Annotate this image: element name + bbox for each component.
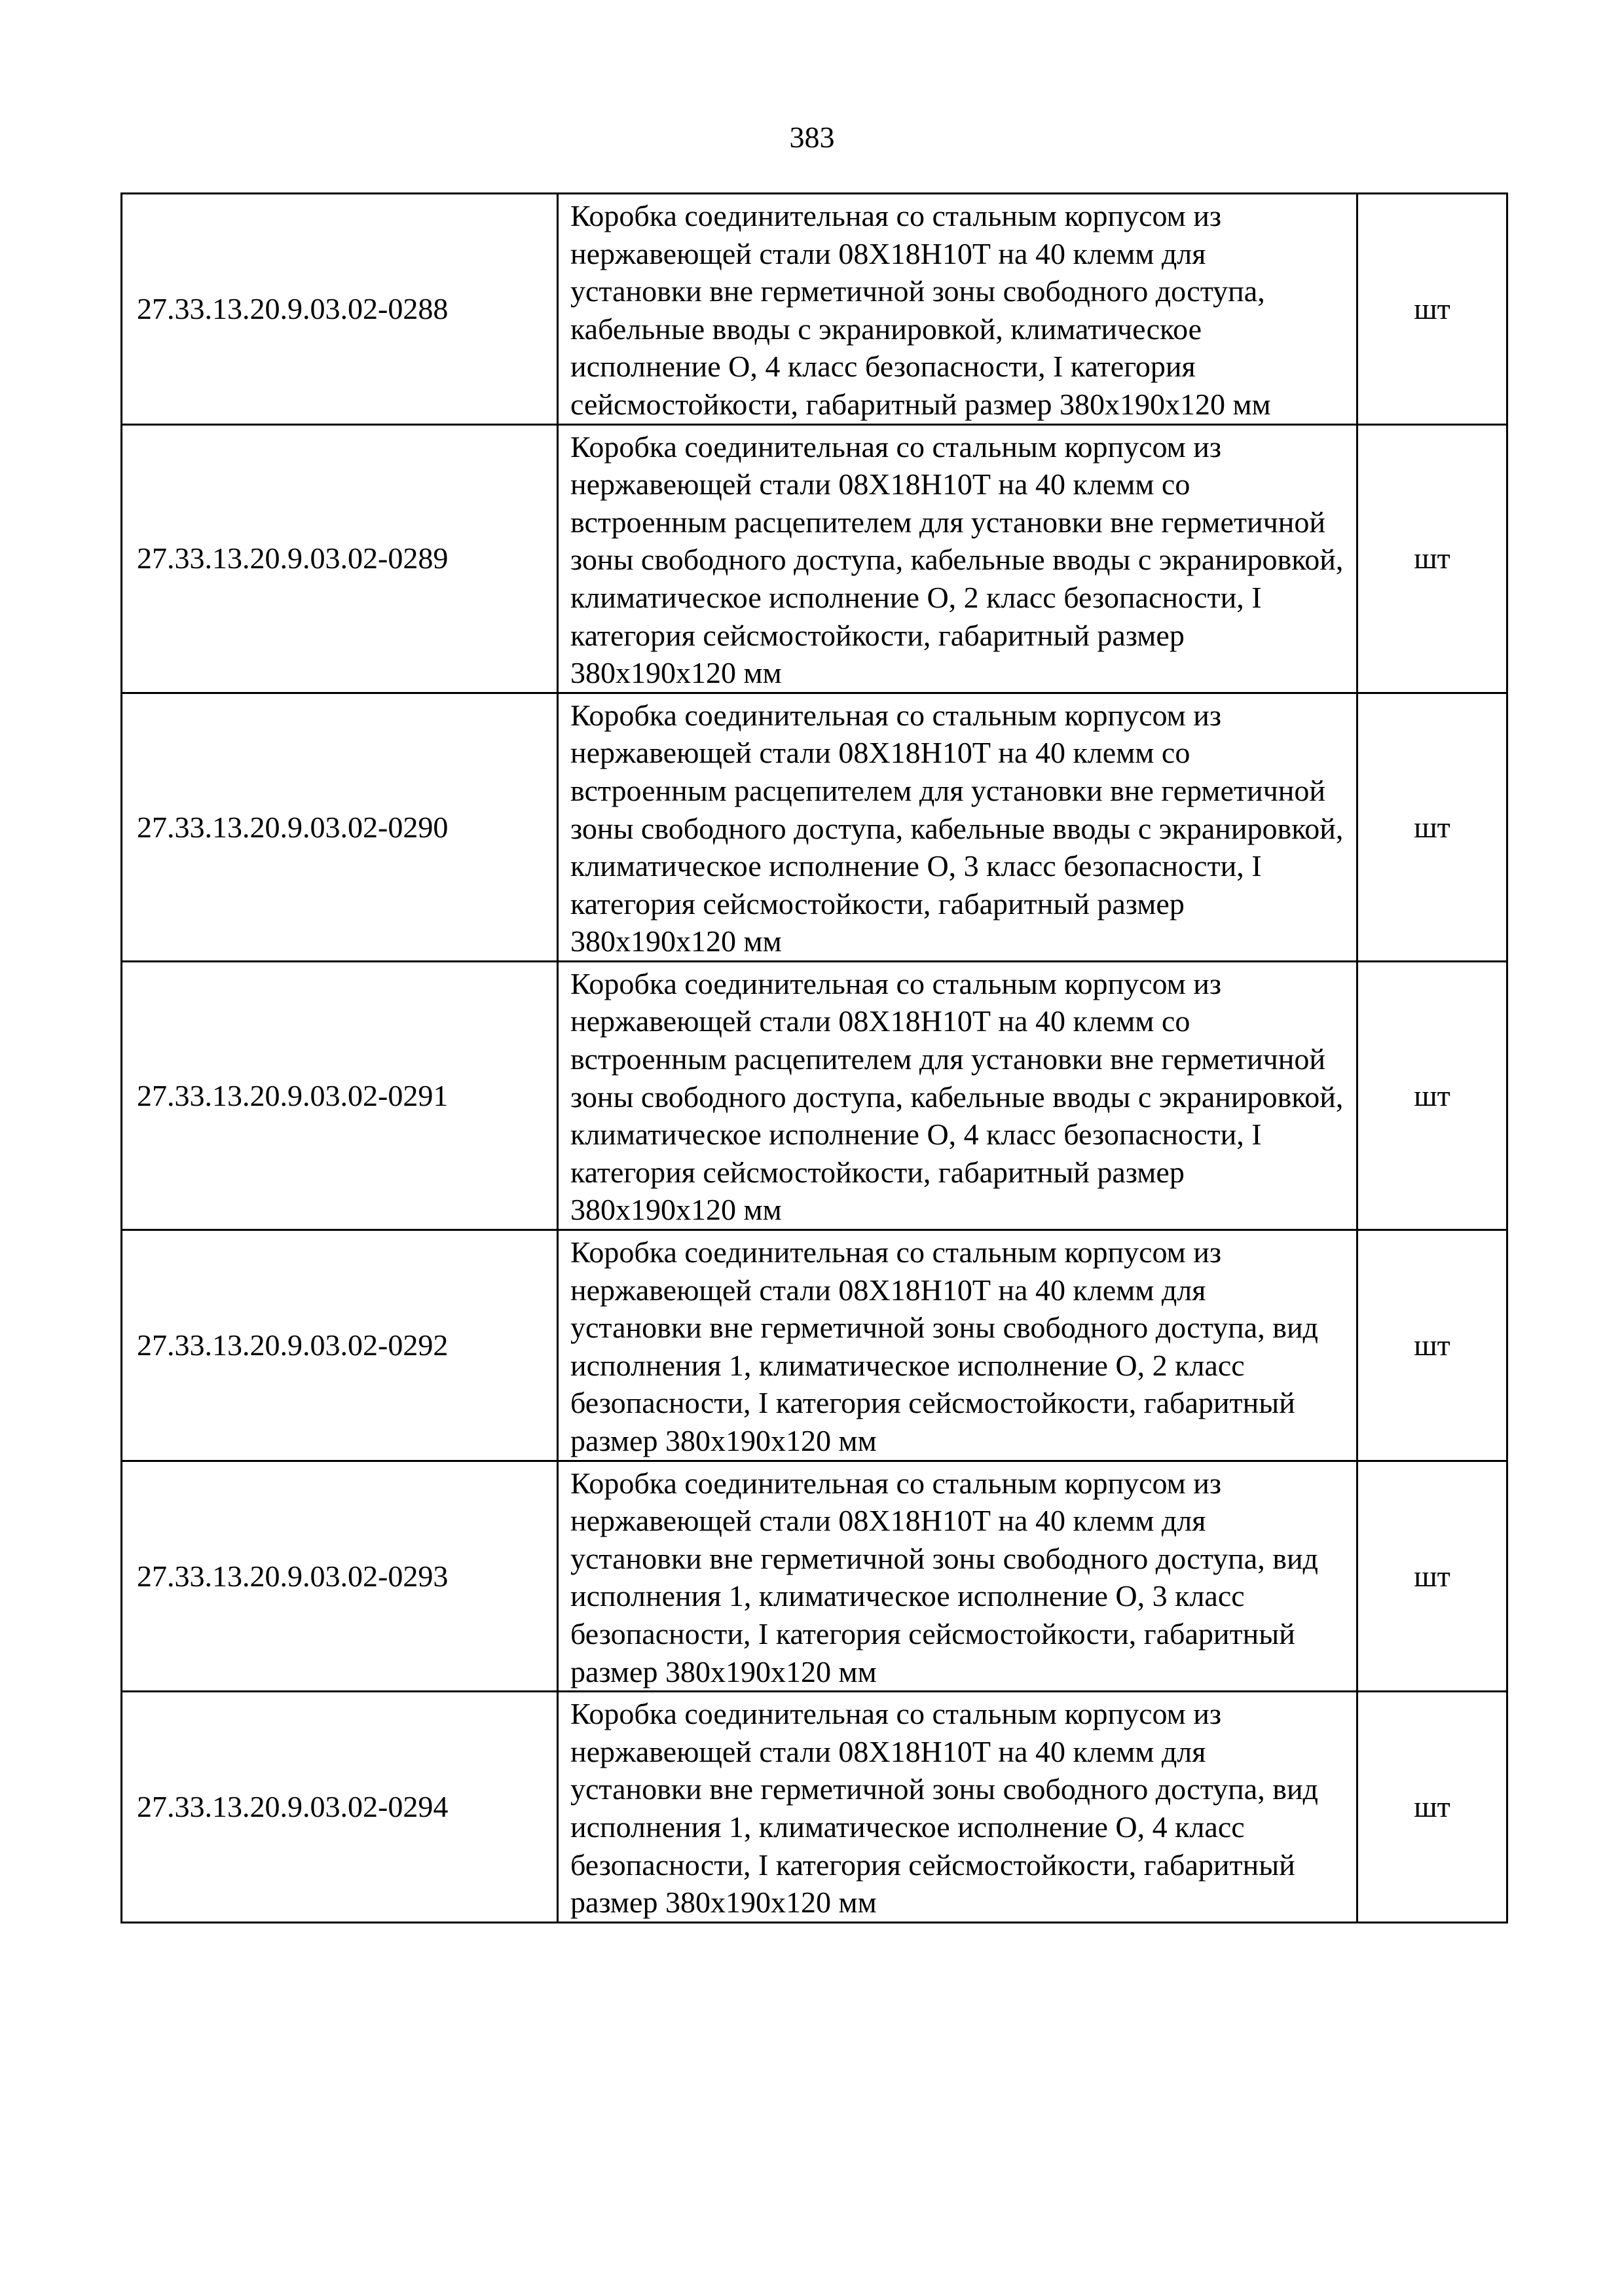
item-unit: шт [1357,693,1507,961]
item-unit: шт [1357,424,1507,693]
item-description: Коробка соединительная со стальным корпусом из нержавеющей стали 08Х18Н10Т на 40 клемм со встроенным расцепителем для установки вне герметичной зоны свободного доступа, кабельные вводы с экранировкой, климатическое исполнение О, 4 класс безопасности, I категория сейсмостойкости, габаритный размер 380х190х120 мм [558,961,1357,1230]
item-description: Коробка соединительная со стальным корпусом из нержавеющей стали 08Х18Н10Т на 40 клемм для установки вне герметичной зоны свободного доступа, вид исполнения 1, климатическое исполнение О, 3 класс безопасности, I категория сейсмостойкости, габаритный размер 380х190х120 мм [558,1461,1357,1692]
item-code: 27.33.13.20.9.03.02-0293 [122,1461,558,1692]
table-row [122,693,1507,961]
table-row [122,961,1507,1230]
item-code: 27.33.13.20.9.03.02-0292 [122,1230,558,1461]
items-table [120,192,1508,1923]
item-description: Коробка соединительная со стальным корпусом из нержавеющей стали 08Х18Н10Т на 40 клемм для установки вне герметичной зоны свободного доступа, кабельные вводы с экранировкой, климатическое исполнение О, 4 класс безопасности, I категория сейсмостойкости, габаритный размер 380х190х120 мм [558,194,1357,425]
table-row [122,424,1507,693]
item-unit: шт [1357,1230,1507,1461]
item-unit: шт [1357,194,1507,425]
item-code: 27.33.13.20.9.03.02-0291 [122,961,558,1230]
item-description: Коробка соединительная со стальным корпусом из нержавеющей стали 08Х18Н10Т на 40 клемм со встроенным расцепителем для установки вне герметичной зоны свободного доступа, кабельные вводы с экранировкой, климатическое исполнение О, 2 класс безопасности, I категория сейсмостойкости, габаритный размер 380х190х120 мм [558,424,1357,693]
item-unit: шт [1357,1692,1507,1923]
item-unit: шт [1357,961,1507,1230]
item-description: Коробка соединительная со стальным корпусом из нержавеющей стали 08Х18Н10Т на 40 клемм со встроенным расцепителем для установки вне герметичной зоны свободного доступа, кабельные вводы с экранировкой, климатическое исполнение О, 3 класс безопасности, I категория сейсмостойкости, габаритный размер 380х190х120 мм [558,693,1357,961]
table-row [122,1230,1507,1461]
item-description: Коробка соединительная со стальным корпусом из нержавеющей стали 08Х18Н10Т на 40 клемм для установки вне герметичной зоны свободного доступа, вид исполнения 1, климатическое исполнение О, 2 класс безопасности, I категория сейсмостойкости, габаритный размер 380х190х120 мм [558,1230,1357,1461]
table-row [122,1692,1507,1923]
item-code: 27.33.13.20.9.03.02-0288 [122,194,558,425]
item-description: Коробка соединительная со стальным корпусом из нержавеющей стали 08Х18Н10Т на 40 клемм для установки вне герметичной зоны свободного доступа, вид исполнения 1, климатическое исполнение О, 4 класс безопасности, I категория сейсмостойкости, габаритный размер 380х190х120 мм [558,1692,1357,1923]
item-code: 27.33.13.20.9.03.02-0290 [122,693,558,961]
table-row [122,194,1507,425]
item-code: 27.33.13.20.9.03.02-0294 [122,1692,558,1923]
item-code: 27.33.13.20.9.03.02-0289 [122,424,558,693]
page-number: 383 [789,120,835,154]
table-row [122,1461,1507,1692]
item-unit: шт [1357,1461,1507,1692]
